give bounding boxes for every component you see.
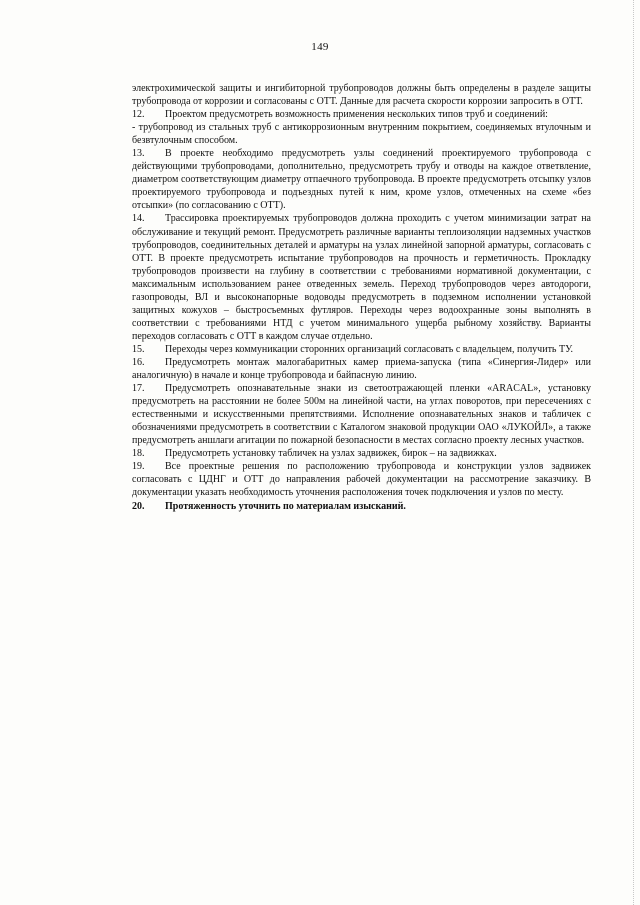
paragraph-14 xyxy=(132,212,591,342)
paragraph-text: Предусмотреть опознавательные знаки из светоотражающей пленки «ARACAL», установку предусмотреть на расстоянии не более 500м на линейной части, на углах поворотов, при пересечениях с естественными и искусственными препятствиями. Исполнение опознавательных знаков и табличек с обозначениями предусмотреть в соответствии с Каталогом знаковой продукции ОАО «ЛУКОЙЛ», а также предусмотреть аншлаги агитации по пожарной безопасности в местах согласно проекту лесных участков. xyxy=(132,383,591,447)
paragraph-19 xyxy=(132,460,591,499)
paragraph-15 xyxy=(132,343,591,356)
paragraph-number: 17. xyxy=(132,383,145,395)
page-number: 149 xyxy=(311,41,329,53)
paragraph-number: 14. xyxy=(132,213,145,225)
paragraph-text: Предусмотреть установку табличек на узлах задвижек, бирок – на задвижках. xyxy=(165,448,497,460)
paragraph-number: 18. xyxy=(132,448,145,460)
paragraph-18 xyxy=(132,447,591,460)
paragraph-text: Предусмотреть монтаж малогабаритных камер приема-запуска (типа «Синергия-Лидер» или аналогичную) в начале и конце трубопровода и байпасную линию. xyxy=(132,356,591,382)
paragraph-13 xyxy=(132,147,591,212)
paragraph-text: - трубопровод из стальных труб с антикоррозионным внутренним покрытием, соединяемых втулочным и безвтулочным способом. xyxy=(132,122,591,147)
paragraph-16 xyxy=(132,356,591,382)
paragraph-number: 13. xyxy=(132,148,145,160)
paragraph-12 xyxy=(132,108,591,121)
paragraph-number: 15. xyxy=(132,343,145,355)
paragraph-text: Протяженность уточнить по материалам изысканий. xyxy=(165,500,406,512)
paragraph-number: 19. xyxy=(132,461,145,473)
paragraph-number: 16. xyxy=(132,356,145,368)
paragraph-12-item xyxy=(132,121,591,147)
scan-edge-line xyxy=(632,0,634,905)
paragraph-text: Переходы через коммуникации сторонних организаций согласовать с владельцем, получить ТУ. xyxy=(165,343,574,355)
paragraph-number: 12. xyxy=(132,109,145,121)
paragraph-20 xyxy=(132,500,591,513)
paragraph-text: Проектом предусмотреть возможность применения нескольких типов труб и соединений: xyxy=(165,109,548,121)
paragraph-text: Все проектные решения по расположению трубопровода и конструкции узлов задвижек согласовать с ЦДНГ и ОТТ до направления рабочей документации на рассмотрение заказчику. В документации указать необходимость уточнения расположения точек подключения и узлов по месту. xyxy=(132,461,591,499)
paragraph-text: В проекте необходимо предусмотреть узлы соединений проектируемого трубопровода с действующими трубопроводами, дополнительно, предусмотреть трубу и отводы на каждое ответвление, диаметром соответствующим диаметру отпаечного трубопровода. В проекте предусмотреть отсыпку узлов проектируемого трубопровода и подъездных путей к ним, кроме узлов, отмеченных на схеме «без отсыпки» (по согласованию с ОТТ). xyxy=(132,148,591,212)
paragraph-number: 20. xyxy=(132,500,145,512)
paragraph-text: Трассировка проектируемых трубопроводов должна проходить с учетом минимизации затрат на обслуживание и текущий ремонт. Предусмотреть различные варианты теплоизоляции надземных участков трубопроводов, соединительных деталей и арматуры на узлах линейной запорной арматуры, согласовать с ОТТ. В проекте предусмотреть испытание трубопроводов на прочность и герметичность. Прокладку трубопроводов произвести на глубину в соответствии с требованиями нормативной документации, с максимальным использованием ранее отведенных земель. Переход трубопроводов через автодороги, газопроводы, ВЛ и высоконапорные водоводы предусмотреть в подземном исполнении установкой защитных кожухов – быстросъемных футляров. Переходы через водоохранные зоны выполнять в соответствии с требованиями НТД с учетом минимального ущерба рыбному хозяйству. Варианты переходов согласовать с ОТТ в каждом случае отдельно. xyxy=(132,213,591,342)
document-body xyxy=(132,82,591,513)
paragraph-intro xyxy=(132,82,591,108)
paragraph-17 xyxy=(132,382,591,447)
paragraph-text: электрохимической защиты и ингибиторной трубопроводов должны быть определены в разделе защиты трубопровода от коррозии и согласованы с ОТТ. Данные для расчета скорости коррозии запросить в ОТТ. xyxy=(132,83,591,108)
